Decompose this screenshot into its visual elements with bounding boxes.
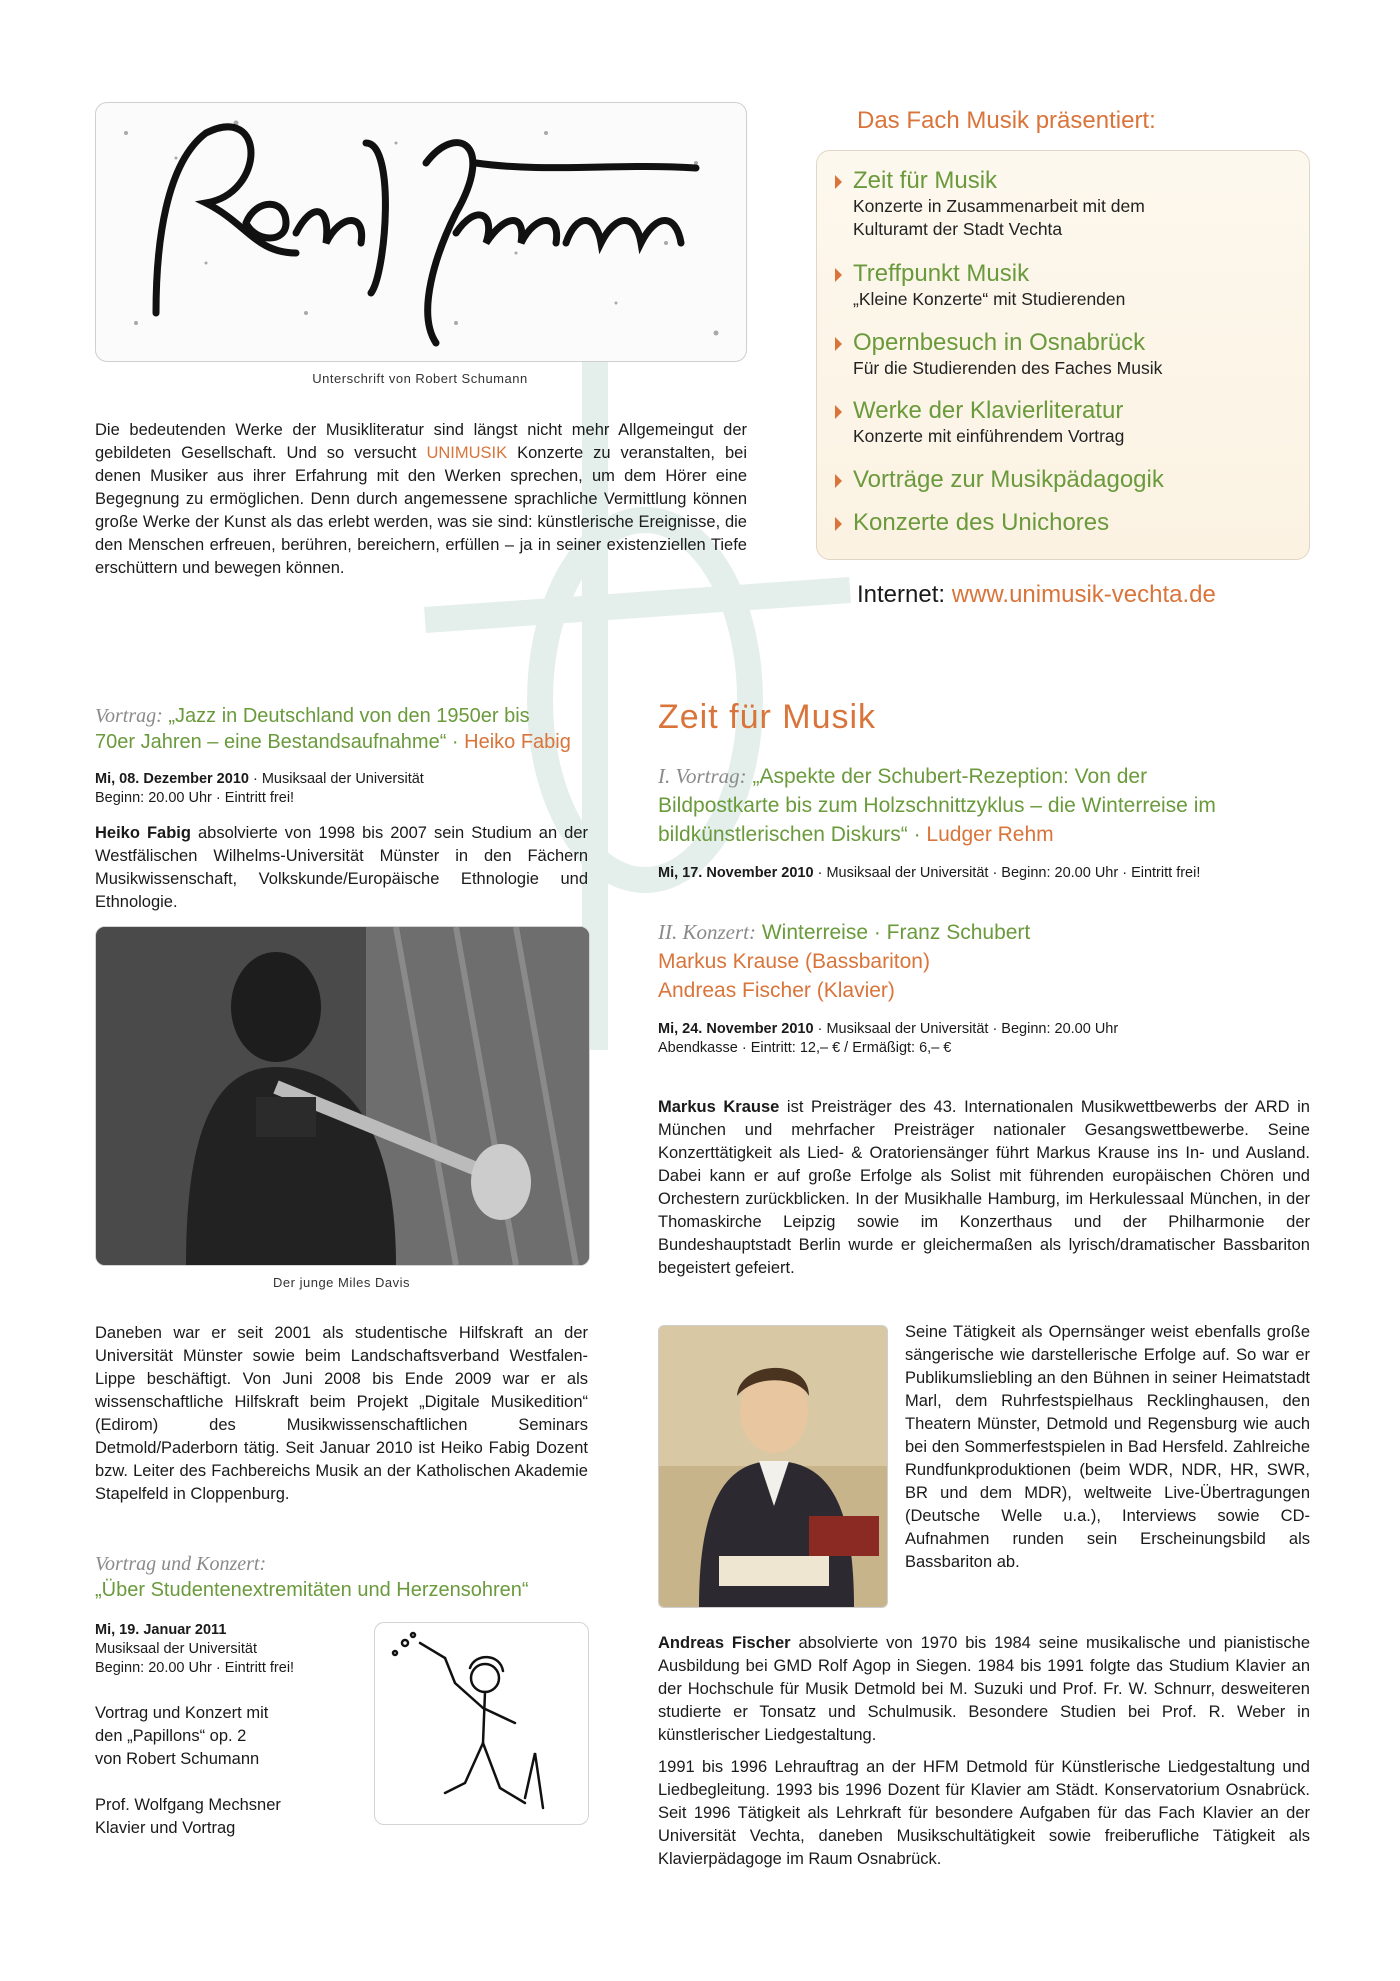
- event-time: Beginn: 20.00 Uhr · Eintritt frei!: [95, 1660, 295, 1676]
- bio-text: absolvierte von 1998 bis 2007 sein Studium an der Westfälischen Wilhelms-Universität Münster in den Fächern Musikwissenschaft, Volkskunde/Europäische Ethnologie und Ethnologie.: [95, 824, 588, 911]
- program-item-title: Konzerte des Unichores: [853, 509, 1110, 536]
- konzert-performer: Markus Krause (Bassbariton): [658, 950, 930, 973]
- program-item-oper[interactable]: [853, 329, 1162, 380]
- program-item-sub: Kulturamt der Stadt Vechta: [853, 219, 1063, 239]
- vortrag-speaker: Heiko Fabig: [464, 731, 571, 753]
- bullet-triangle-icon: [835, 337, 842, 351]
- vk-person-role: Klavier und Vortrag: [95, 1819, 236, 1837]
- program-header: Das Fach Musik präsentiert:: [857, 107, 1156, 134]
- program-item-zeit[interactable]: [853, 167, 1145, 241]
- zeit-vortrag-title: [658, 762, 1310, 849]
- intro-text: [95, 419, 747, 580]
- zeit-konzert-title: [658, 918, 1030, 1005]
- signature-caption: Unterschrift von Robert Schumann: [312, 371, 528, 386]
- program-item-title: Werke der Klavierliteratur: [853, 397, 1124, 424]
- brand-unimusik: UNIMUSIK: [426, 444, 508, 462]
- bio-text: absolvierte von 1970 bis 1984 seine musikalische und pianistische Ausbildung bei GMD Rolf Agop in Siegen. 1984 bis 1991 folgte das Studium Klavier an der Hochschule für Musik Detmold bei M. Suzuki und Prof. Fr. W. Schnurr, desweiteren studierte er Tonsatz und Schulmusik. Besondere Studien bei Prof. R. Weber in künstlerischer Liedgestaltung.: [658, 1634, 1310, 1744]
- program-item-title: Zeit für Musik: [853, 167, 998, 194]
- event-info: · Musiksaal der Universität · Beginn: 20.00 Uhr: [813, 1021, 1119, 1037]
- vk-person: Prof. Wolfgang Mechsner: [95, 1796, 281, 1814]
- program-item-vortraege[interactable]: [853, 466, 1164, 494]
- program-item-sub: Für die Studierenden des Faches Musik: [853, 358, 1163, 378]
- bullet-triangle-icon: [835, 405, 842, 419]
- krause-bio: [658, 1096, 1310, 1280]
- vortrag-title-line1: „Aspekte der Schubert-Rezeption: Von der: [746, 765, 1148, 788]
- event-place: Musiksaal der Universität: [95, 1641, 257, 1657]
- bio-name: Andreas Fischer: [658, 1634, 791, 1652]
- program-item-sub: Konzerte in Zusammenarbeit mit dem: [853, 196, 1145, 216]
- zeit-konzert-meta: [658, 1020, 1118, 1058]
- konzert-title: Winterreise · Franz Schubert: [756, 921, 1031, 944]
- vortrag-label: Vortrag:: [95, 705, 163, 727]
- caricature-drawing: [374, 1622, 589, 1825]
- vortrag-title-line2: Bildpostkarte bis zum Holzschnittzyklus – die Winterreise im: [658, 794, 1216, 817]
- konzert-performer: Andreas Fischer (Klavier): [658, 979, 895, 1002]
- event-place: · Musiksaal der Universität: [248, 771, 424, 787]
- miles-davis-photo: [95, 926, 590, 1266]
- event-date: Mi, 24. November 2010: [658, 1021, 814, 1037]
- fischer-bio-2: 1991 bis 1996 Lehrauftrag an der HFM Detmold für Künstlerische Liedgestaltung und Liedbegleitung. 1993 bis 1996 Dozent für Klavier am Städt. Konservatorium Osnabrück. Seit 1996 Tätigkeit als Lehrkraft für besondere Aufgaben für das Fach Klavier an der Universität Vechta, daneben Musikschultätigkeit sowie freiberufliche Tätigkeit als Klavierpädagoge im Raum Osnabrück.: [658, 1758, 1310, 1868]
- event-date: Mi, 17. November 2010: [658, 865, 814, 881]
- vortrag-jazz-title: [95, 703, 595, 755]
- bullet-triangle-icon: [835, 474, 842, 488]
- vk-meta: [95, 1621, 294, 1678]
- event-time: Beginn: 20.00 Uhr · Eintritt frei!: [95, 790, 295, 806]
- program-item-title: Vorträge zur Musikpädagogik: [853, 466, 1164, 493]
- vk-desc-line: den „Papillons“ op. 2: [95, 1727, 247, 1745]
- schubert-portrait: [658, 1325, 888, 1608]
- event-price: Abendkasse · Eintritt: 12,– € / Ermäßigt: 6,– €: [658, 1040, 952, 1056]
- internet-line: [857, 581, 1216, 609]
- zeit-vortrag-meta: [658, 864, 1200, 883]
- fabig-bio-2: Daneben war er seit 2001 als studentische Hilfskraft an der Universität Münster sowie beim Landschaftsverband Westfalen-Lippe beschäftigt. Von Juni 2008 bis Ende 2009 war er als wissenschaftliche Hilfskraft beim Projekt „Digitale Musikedition“ (Edirom) des Musikwissenschaftlichen Seminars Detmold/Paderborn tätig. Seit Januar 2010 ist Heiko Fabig Dozent bzw. Leiter des Fachbereichs Musik an der Katholischen Akademie Stapelfeld in Cloppenburg.: [95, 1324, 588, 1503]
- bullet-triangle-icon: [835, 268, 842, 282]
- intro-part1: Die bedeutenden Werke der Musikliteratur sind längst nicht mehr Allgemeingut der gebildeten Gesellschaft. Und so versucht: [95, 421, 747, 462]
- vk-label: Vortrag und Konzert:: [95, 1553, 267, 1575]
- event-info: · Musiksaal der Universität · Beginn: 20.00 Uhr · Eintritt frei!: [813, 865, 1201, 881]
- vortrag-title-line2: 70er Jahren – eine Bestandsaufnahme“ ·: [95, 731, 465, 753]
- program-item-sub: „Kleine Konzerte“ mit Studierenden: [853, 289, 1126, 309]
- program-item-sub: Konzerte mit einführendem Vortrag: [853, 426, 1125, 446]
- bullet-triangle-icon: [835, 517, 842, 531]
- program-item-klavier[interactable]: [853, 397, 1124, 448]
- vk-desc-line: von Robert Schumann: [95, 1750, 260, 1768]
- event-date: Mi, 08. Dezember 2010: [95, 771, 249, 787]
- bullet-triangle-icon: [835, 175, 842, 189]
- bio-name: Heiko Fabig: [95, 824, 191, 842]
- krause-bio-2: Seine Tätigkeit als Opernsänger weist ebenfalls große sängerische wie darstellerische Erfolge auf. So war er Publikumsliebling an den Bühnen in seiner Heimatstadt Marl, dem Ruhrfestspielhaus Recklinghausen, den Theatern Münster, Detmold und Regensburg wie auch bei den Sommerfestspielen in Bad Hersfeld. Zahlreiche Rundfunkproduktionen (beim WDR, NDR, HR, SWR, BR und dem MDR), weltweite Live-Übertragungen (Deutsche Welle u.a.), Interviews sowie CD-Aufnahmen runden sein Erscheinungsbild als Bassbariton ab.: [905, 1323, 1310, 1571]
- vortrag-title-line3: bildkünstlerischen Diskurs“ ·: [658, 823, 927, 846]
- internet-label: Internet:: [857, 581, 952, 608]
- vk-title: „Über Studentenextremitäten und Herzensohren“: [95, 1579, 529, 1601]
- program-item-title: Treffpunkt Musik: [853, 260, 1030, 287]
- signature-image: [95, 102, 747, 362]
- vortrag-title-line1: „Jazz in Deutschland von den 1950er bis: [162, 705, 530, 727]
- program-item-treffpunkt[interactable]: [853, 260, 1125, 311]
- program-box: [816, 150, 1310, 560]
- vortrag-label: I. Vortrag:: [658, 764, 747, 788]
- konzert-label: II. Konzert:: [658, 920, 756, 944]
- photo-caption: Der junge Miles Davis: [273, 1275, 410, 1290]
- fabig-bio: [95, 822, 588, 914]
- vk-desc-line: Vortrag und Konzert mit: [95, 1704, 269, 1722]
- fischer-bio: [658, 1632, 1310, 1747]
- zeit-heading: Zeit für Musik: [658, 698, 877, 736]
- program-item-title: Opernbesuch in Osnabrück: [853, 329, 1146, 356]
- vortrag-jazz-meta: [95, 770, 424, 808]
- bio-name: Markus Krause: [658, 1098, 780, 1116]
- vortrag-speaker: Ludger Rehm: [926, 823, 1054, 846]
- event-date: Mi, 19. Januar 2011: [95, 1622, 227, 1638]
- vk-description: [95, 1702, 281, 1840]
- intro-part2: Konzerte zu veranstalten, bei denen Musiker aus ihrer Erfahrung mit den Werken sprechen, um dem Hörer eine Begegnung zu ermöglichen. Denn durch angemessene sprachliche Vermittlung können große Werke der Kunst als das erlebt werden, was sie sind: künstlerische Ereignisse, die den Menschen erfreuen, berühren, bereichern, erfüllen – ja in seiner existenziellen Tiefe erschüttern und bewegen können.: [95, 444, 747, 577]
- internet-link[interactable]: www.unimusik-vechta.de: [951, 581, 1216, 608]
- bio-text: ist Preisträger des 43. Internationalen Musikwettbewerbs der ARD in München und mehrfacher Preisträger nationaler Gesangswettbewerbe. Seine Konzerttätigkeit als Lied- & Oratoriensänger führt Markus Krause ins In- und Ausland. Dabei kann er auf große Erfolge als Solist mit führenden europäischen Chören und Orchestern zurückblicken. In der Musikhalle Hamburg, im Herkulessaal München, in der Thomaskirche Leipzig sowie im Konzerthaus und der Philharmonie der Bundeshauptstadt Berlin wurde er gleichermaßen als lyrisch/dramatischer Bassbariton begeistert gefeiert.: [658, 1098, 1310, 1277]
- program-item-unichor[interactable]: [853, 509, 1109, 537]
